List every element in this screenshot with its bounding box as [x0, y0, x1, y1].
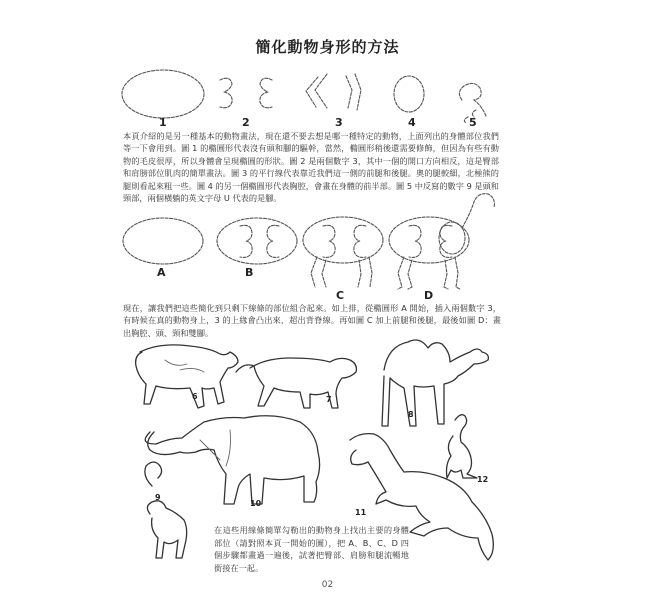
step-b-oval-icon: [217, 218, 297, 264]
animal-number-8: 8: [408, 410, 414, 419]
step-3-legs-icon: [306, 74, 361, 110]
step-number-3: 3: [335, 116, 343, 129]
lion-sketch-icon: [236, 358, 356, 408]
exercise-paragraph: 在這些用線條簡單勾勒出的動物身上找出主要的身體部位（請對照本頁一開始的圖），把 A、B、C、D 四個步驟都畫過一遍後，試著把臀部、肩膀和腿流暢地銜接在一起。: [214, 525, 409, 573]
animal-number-12: 12: [477, 475, 489, 484]
kangaroo-sketch-icon: [447, 415, 478, 478]
step-number-5: 5: [469, 116, 477, 129]
step-1-oval-icon: [122, 70, 204, 118]
page-title: 簡化動物身形的方法: [255, 38, 400, 56]
animal-number-9: 9: [155, 493, 161, 502]
step-letter-c: C: [336, 289, 345, 302]
step-letter-b: B: [245, 266, 254, 279]
animal-number-6: 6: [192, 392, 198, 401]
step-number-1: 1: [159, 116, 167, 129]
animal-number-7: 7: [326, 395, 332, 404]
step-letter-d: D: [424, 289, 434, 302]
intro-paragraph: 本頁介紹的是另一種基本的動物畫法，現在還不要去想是哪一種特定的動物，上面列出的身體部位我們等一下會用到。圖 1 的橢圓形代表沒有頭和腳的驅幹，當然，橢圓形稍後還需要修飾，但因為有些有動物的毛皮很厚，所以身體會呈現橢圓的形狀。圖 2 是兩個數字 3，其中一個的開口方向相反，這是臀部和肩膀部位肌肉的簡單畫法。圖 3 的平行線代表靠近我們這一側的前腿和後腿。奧的腿較細，北極熊的腿則看起來粗一些。圖 4 的另一個橢圓形代表胸腔，會畫在身體的前半部。圖 5 中反寫的數字 9 是頭和頸部，兩個橫躺的英文字母 U 代表的是腳。: [123, 131, 499, 204]
animal-number-11: 11: [355, 508, 367, 517]
step-4-chest-icon: [394, 76, 424, 112]
elephant-sketch-icon: [145, 416, 319, 504]
animal-number-10: 10: [250, 499, 262, 508]
camel-sketch-icon: [382, 340, 488, 426]
step-d-full-icon: [389, 194, 494, 289]
assembly-paragraph: 現在，讓我們把這些簡化到只剩下線條的部位組合起來。如上排，從橢圓形 A 開始，插入兩個數字 3，有時候在真的動物身上，3 的上緣會凸出來，超出背脊線。再如圖 C 加上前腿和後腿，最後如圖 D：畫出胸腔、頭、頸和雙腳。: [123, 303, 501, 338]
bear-sketch-icon: [136, 345, 238, 408]
step-letter-a: A: [157, 266, 166, 279]
step-2-threes-icon: [220, 78, 272, 108]
monkey-sketch-icon: [145, 462, 187, 558]
step-c-legs-icon: [303, 217, 383, 287]
step-a-oval-icon: [123, 218, 203, 264]
step-number-4: 4: [408, 116, 416, 129]
page-number: 02: [321, 580, 334, 590]
step-number-2: 2: [242, 116, 250, 129]
